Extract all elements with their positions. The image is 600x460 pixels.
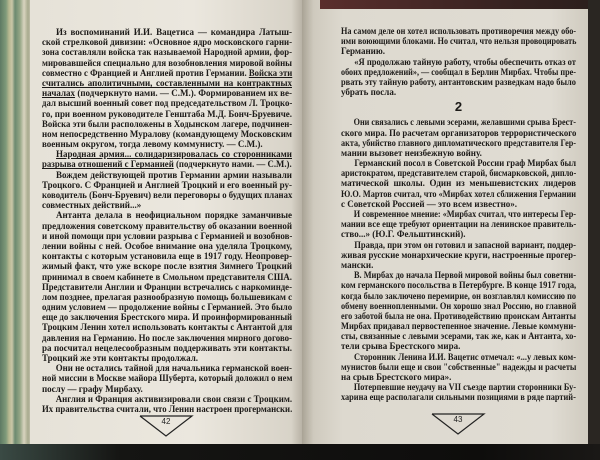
page-number-text: 42: [161, 417, 171, 426]
text-line: Германию.: [341, 46, 385, 57]
text-line: обмену военнопленными. Он хорошо знал Россию, но главной: [341, 300, 577, 311]
underlined-text: разрыва отношений с Германией: [42, 159, 174, 170]
book-cover-edge: [320, 0, 600, 9]
text-line: лении войны с ней. Особое внимание она уделяла Троцкому,: [42, 240, 292, 251]
text-line: [42, 88, 292, 98]
text-line: Из воспоминаний И.И. Вацетиса — командира Латыш-: [56, 27, 292, 37]
left-page-text: [42, 27, 292, 414]
text-line: одним условием — продолжение войны с Германией. Это было: [42, 302, 293, 313]
text-line: и иной помощи при условии разрыва с Германией и возобнов-: [42, 230, 293, 241]
section-heading: 2: [454, 99, 463, 115]
text-line: живая русские монархические круги, настроенные прогер-: [341, 249, 576, 260]
text-line: предложения советскому правительству об оказании военной: [42, 220, 293, 231]
text-line: харина еще располагали сильными позициями в ряде партий-: [341, 392, 576, 403]
text-line: Троцким Ленин хотел использовать контакты с Антантой для: [42, 322, 293, 333]
text-line: Троцкий же эти контакты продолжал.: [42, 353, 199, 363]
text-line: Потерпевшие неудачу на VII съезде партии сторонники Бу-: [353, 382, 576, 393]
text-line: послу — графу Мирбаху.: [42, 383, 143, 394]
text-line: ководитель (Бонч-Бруевич) вели переговоры о будущих планах: [42, 190, 293, 200]
text-line: акта, убийство главного дипломатического представителя Гер-: [341, 137, 576, 148]
text-line: дал высший военный совет под председательством Л. Троцко-: [42, 98, 293, 109]
page-number-right: [430, 412, 486, 436]
text-line: зона составляли войска так называемой Народной армии, фор-: [42, 47, 292, 58]
underlined-text: началах: [42, 88, 76, 99]
text-line: [42, 149, 292, 159]
text-line: убрать посла.: [341, 87, 397, 98]
text-line: [42, 159, 292, 169]
text-line: мировавшейся специально для возобновления мировой войны: [42, 57, 292, 68]
text-line: мании вызовет неизбежную войну.: [341, 147, 482, 158]
text-line: мански.: [341, 259, 374, 270]
text-line: мании все еще требуют ориентации на ленинское правитель-: [341, 219, 577, 230]
text-line: На самом деле он хотел использовать противоречия между обо-: [341, 26, 577, 36]
text-line: Англия и Франция активизировали свои связи с Троцким.: [55, 393, 293, 404]
text-line: «Я продолжаю тайную работу, чтобы обеспечить отказ от: [354, 56, 576, 67]
text-line: принимал в своем кабинете в Смольном представителя США.: [42, 271, 292, 282]
text-line: ской стрелковой дивизии: «Основное ядро московского гарни-: [42, 37, 292, 48]
text-line: совместных действий...»: [42, 200, 142, 211]
text-line: ство...» (Ю.Г. Фельштинский).: [341, 229, 466, 240]
text-line: Они связались с левыми эсерами, желавшими срыва Брест-: [353, 117, 576, 128]
text-segment: (подчеркнуто нами. — С.М.). Формированием их ве-: [75, 88, 292, 99]
underlined-text: Народная армия... солидаризировалась со сторонниками: [56, 149, 292, 160]
text-line: ра посчитал нецелесообразным поддерживать эти контакты.: [42, 342, 292, 353]
text-line: Троцкого. С Францией и Англией Троцкий и его военный ру-: [42, 179, 292, 190]
text-line: Их правительства считали, что Ленин настроен прогермански.: [42, 403, 293, 414]
text-line: ком германского посольства в Петербурге. В конце 1917 года,: [341, 280, 577, 291]
page-number-text: 43: [453, 415, 463, 424]
text-line: Они не остались тайной для начальника германской воен-: [55, 363, 292, 374]
text-line: сты, связанные с левыми эсерами, так же, как и Антанта, хо-: [341, 331, 577, 342]
underlined-text: считались аполитичными, составленными на контрактных: [42, 77, 292, 88]
text-line: Мирбах придавал первостепенное значение. Левые коммуни-: [341, 321, 576, 332]
text-line: когда было заключено перемирие, он возглавлял комиссию по: [341, 290, 576, 301]
text-line: ими воюющими блоками. Но считал, что нельзя провоцировать: [341, 36, 577, 47]
text-line: И современное мнение: «Мирбах считал, что интересы Гер-: [353, 209, 576, 219]
text-line: еще до заключения Брестского мира. И проинформированный: [42, 312, 293, 323]
text-segment: совместно с Францией и Англией против Германии.: [42, 67, 249, 78]
text-line: ном непосредственно Муралову (командующему Московским: [42, 128, 292, 139]
text-line: Представители Англии и Франции встречались с наркоминде-: [42, 281, 292, 292]
text-line: мунистов были еще и свои "собственные" надежды и расчеты: [341, 361, 577, 372]
text-line: рвать эту тайную работу, антантовским разведкам надо было: [341, 76, 576, 87]
text-line: контакты с которым установила еще в 1917 году. Неопровер-: [42, 251, 292, 262]
text-line: на срыв Брестского мира».: [341, 372, 452, 382]
text-line: ной миссии в Москве майора Шуберта, который доложил о нем: [42, 373, 293, 384]
text-segment: (подчеркнуто нами. — С.М.).: [173, 159, 292, 170]
right-page-shadow: [588, 0, 600, 446]
text-line: лом позднее, прелагая разнообразную помощь большевикам с: [42, 291, 293, 302]
text-line: аристократом, представителем старой, бисмарковской, дипло-: [341, 168, 577, 179]
text-line: его заботой была не она. Противодействию проискам Антанты: [341, 310, 576, 321]
right-page-text: [341, 26, 576, 403]
text-line: ского мира. По расчетам организаторов террористического: [341, 127, 577, 138]
table-background: [0, 444, 600, 460]
text-line: военным округом, тогда левому коммунисту. — С.М.).: [42, 139, 263, 150]
text-line: давления на Германию. Но после заключения мирного догово-: [42, 332, 292, 343]
text-line: обоих предложений», — сообщал в Берлин Мирбах. Чтобы пре-: [341, 66, 577, 77]
text-line: го, при военном руководителе Генштаба М.Д. Бонч-Бруевиче.: [42, 108, 292, 119]
text-line: Антанта делала в неофициальном порядке заманчивые: [56, 210, 292, 221]
text-line: жимый факт, что уже вскоре после взятия Зимнего Троцкий: [42, 261, 292, 272]
page-number-left: [138, 414, 194, 438]
text-line: Правда, при этом он готовил и запасной вариант, поддер-: [354, 239, 576, 250]
text-line: [42, 68, 292, 78]
text-line: матической школы. Один из меньшевистских лидеров: [341, 178, 576, 189]
text-line: Войска эти были расположены в Ходынском лагере, подчинен-: [42, 118, 293, 129]
text-line: Германский посол в Советской России граф Мирбах был: [354, 158, 576, 169]
text-line: Вождем действующей против Германии армии называли: [56, 169, 292, 180]
text-line: тели срыва Брестского мира.: [341, 341, 461, 352]
text-line: В. Мирбах до начала Первой мировой войны был советни-: [353, 270, 576, 281]
text-line: Сторонник Ленина И.И. Вацетис отмечал: «...у левых ком-: [353, 351, 576, 362]
text-line: с Советской Россией — это всем известно».: [341, 198, 518, 209]
text-line: Ю.О. Мартов считал, что «Мирбах хотел сближения Германии: [341, 188, 577, 199]
underlined-text: Войска эти: [248, 67, 293, 78]
text-line: [42, 78, 292, 88]
